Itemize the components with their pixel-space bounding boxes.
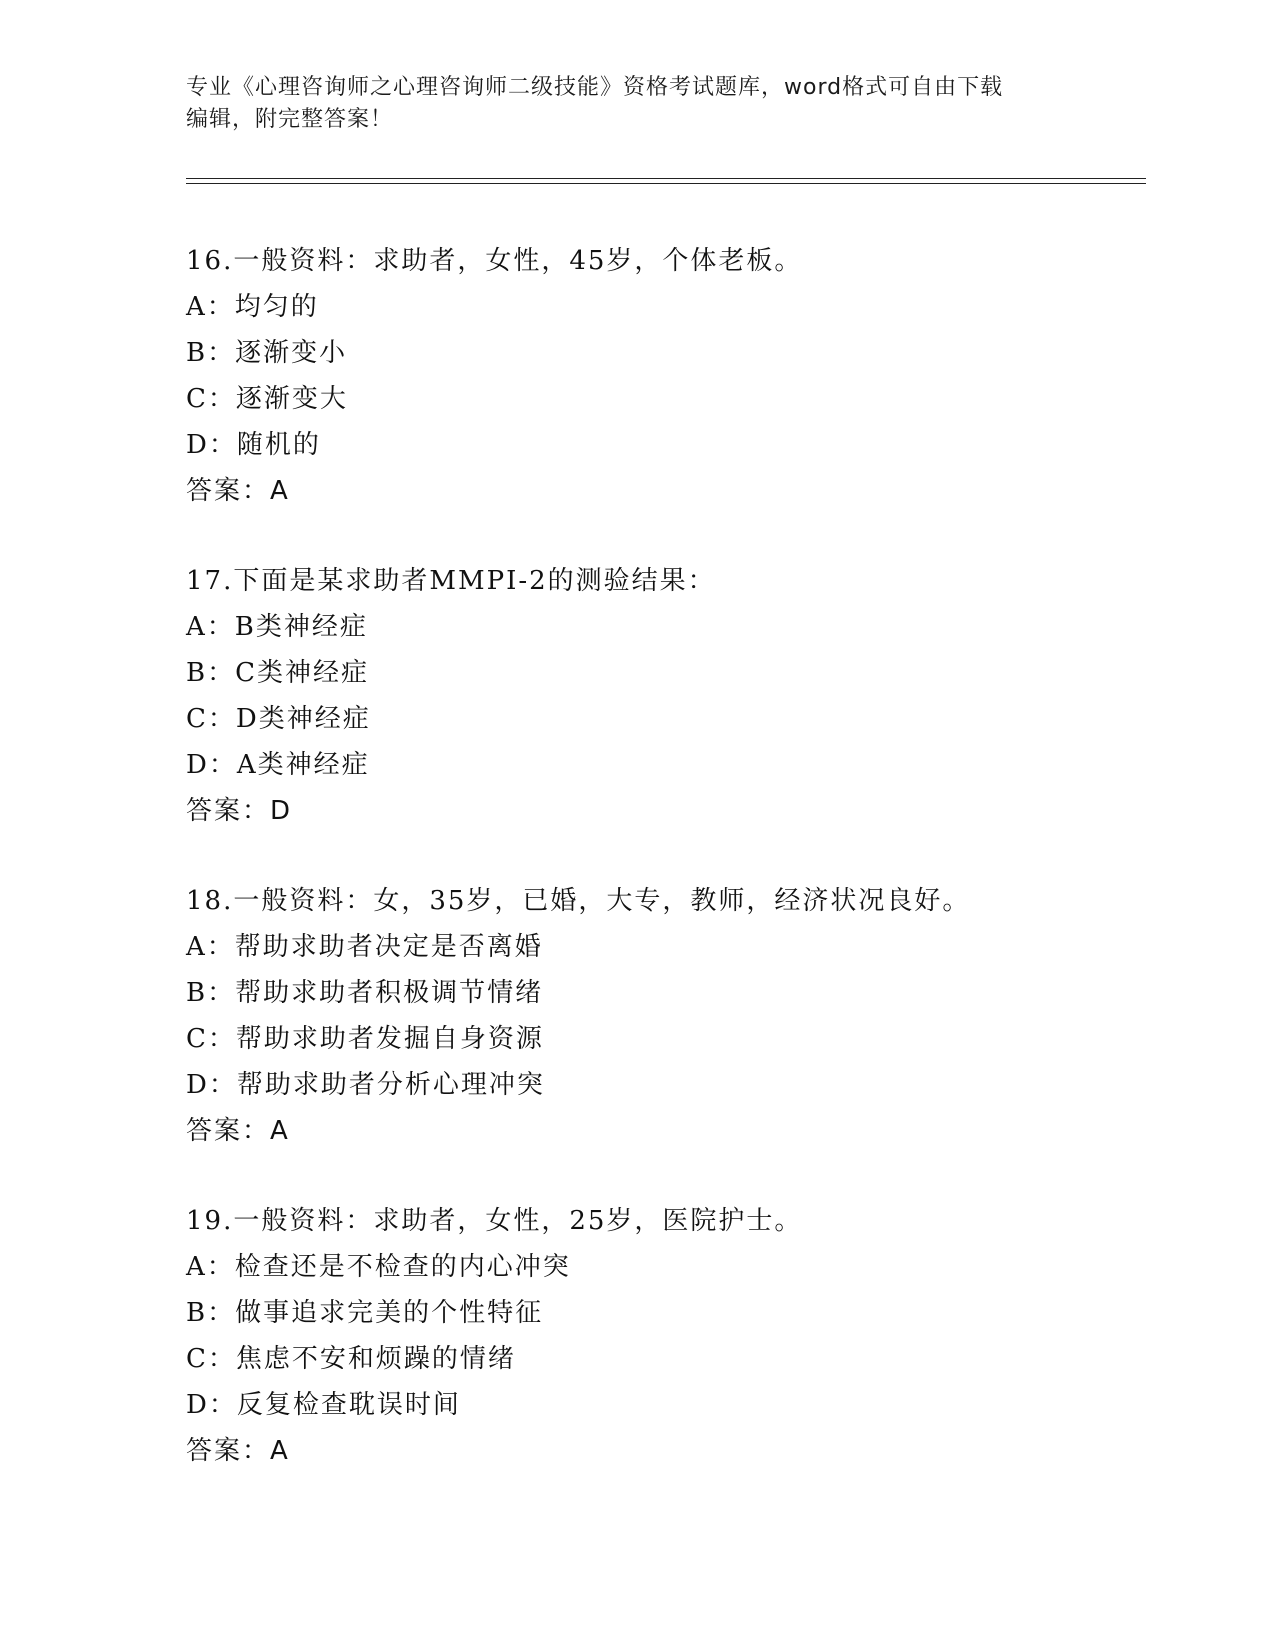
header-divider-bottom bbox=[186, 183, 1146, 184]
option-c: C：帮助求助者发掘自身资源 bbox=[186, 1024, 544, 1054]
answer-line: 答案：D bbox=[186, 796, 293, 826]
question-stem: 19.一般资料：求助者，女性，25岁，医院护士。 bbox=[186, 1206, 803, 1236]
option-a: A：检查还是不检查的内心冲突 bbox=[186, 1252, 571, 1282]
question-17 bbox=[186, 558, 1166, 834]
option-d: D：反复检查耽误时间 bbox=[186, 1390, 461, 1420]
answer-line: 答案：A bbox=[186, 476, 290, 506]
question-stem: 18.一般资料：女，35岁，已婚，大专，教师，经济状况良好。 bbox=[186, 886, 971, 916]
document-header bbox=[186, 72, 1086, 136]
option-d: D：随机的 bbox=[186, 430, 321, 460]
option-a: A：B类神经症 bbox=[186, 612, 368, 642]
option-c: C：焦虑不安和烦躁的情绪 bbox=[186, 1344, 516, 1374]
option-b: B：做事追求完美的个性特征 bbox=[186, 1298, 544, 1328]
question-18 bbox=[186, 878, 1166, 1154]
option-c: C：逐渐变大 bbox=[186, 384, 348, 414]
header-title-line-1: 专业《心理咨询师之心理咨询师二级技能》资格考试题库，word格式可自由下载 bbox=[186, 75, 1004, 100]
option-c: C：D类神经症 bbox=[186, 704, 371, 734]
question-stem: 17.下面是某求助者MMPI-2的测验结果： bbox=[186, 566, 716, 596]
option-d: D：帮助求助者分析心理冲突 bbox=[186, 1070, 545, 1100]
option-b: B：帮助求助者积极调节情绪 bbox=[186, 978, 544, 1008]
option-a: A：帮助求助者决定是否离婚 bbox=[186, 932, 543, 962]
question-stem: 16.一般资料：求助者，女性，45岁，个体老板。 bbox=[186, 246, 803, 276]
option-b: B：C类神经症 bbox=[186, 658, 370, 688]
answer-line: 答案：A bbox=[186, 1436, 290, 1466]
option-a: A：均匀的 bbox=[186, 292, 319, 322]
question-16 bbox=[186, 238, 1166, 514]
header-title-line-2: 编辑，附完整答案！ bbox=[186, 107, 394, 132]
option-b: B：逐渐变小 bbox=[186, 338, 348, 368]
option-d: D：A类神经症 bbox=[186, 750, 370, 780]
question-19 bbox=[186, 1198, 1166, 1474]
header-divider-top bbox=[186, 178, 1146, 179]
answer-line: 答案：A bbox=[186, 1116, 290, 1146]
